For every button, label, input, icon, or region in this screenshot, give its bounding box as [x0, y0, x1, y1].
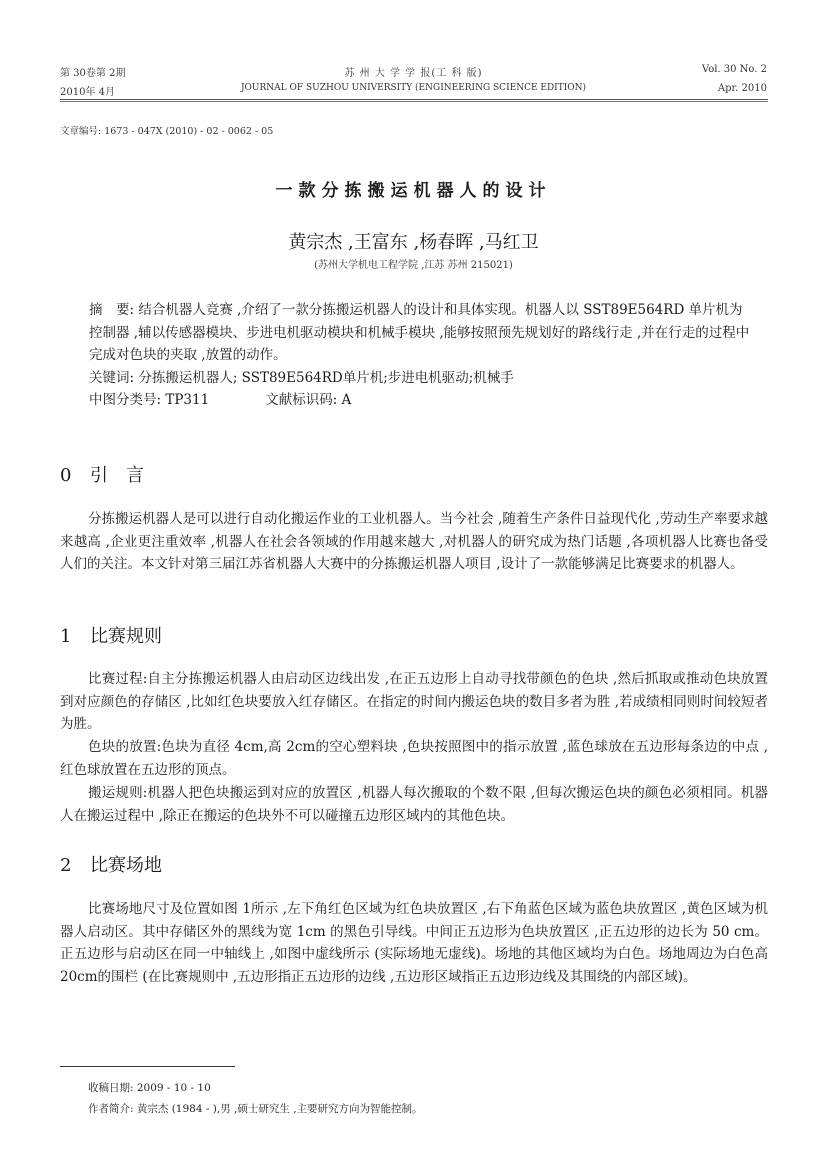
- section-title: 比赛规则: [90, 626, 162, 647]
- header-rule-thin: [60, 101, 768, 102]
- classification-row: [89, 389, 751, 412]
- abstract: [89, 299, 751, 412]
- paper-title: 一款分拣搬运机器人的设计: [275, 181, 552, 201]
- header-journal-en: JOURNAL OF SUZHOU UNIVERSITY (ENGINEERING SCIENCE EDITION): [240, 83, 587, 93]
- keywords: 关键词: 分拣搬运机器人; SST89E564RD单片机;步进电机驱动;机械手: [89, 369, 514, 386]
- section-number: 1: [60, 626, 72, 647]
- header-volume-en: Vol. 30 No. 2: [701, 64, 767, 75]
- clc-number: 中图分类号: TP311: [89, 392, 210, 408]
- footnote-received: 收稿日期: 2009 - 10 - 10: [88, 1082, 211, 1094]
- section-heading-0: [60, 461, 144, 487]
- section-title: 比赛场地: [90, 855, 162, 876]
- header-journal-cn: 苏 州 大 学 学 报(工 科 版): [344, 68, 483, 79]
- footnote-rule: [60, 1066, 235, 1067]
- article-number: 文章编号: 1673 - 047X (2010) - 02 - 0062 - 05: [60, 126, 274, 137]
- header-date-cn: 2010年 4月: [60, 87, 115, 98]
- header-volume-cn: 第 30卷第 2期: [60, 68, 126, 79]
- document-code: 文献标识码: A: [265, 392, 352, 408]
- footnote-author-bio: 作者简介: 黄宗杰 (1984 - ),男 ,硕士研究生 ,主要研究方向为智能控制。: [88, 1103, 423, 1115]
- section-heading-1: [60, 622, 162, 648]
- paragraph-rules-process: 比赛过程:自主分拣搬运机器人由启动区边线出发 ,在正五边形上自动寻找带颜色的色块 ,然后抓取或推动色块放置到对应颜色的存储区 ,比如红色块要放入红存储区。在指定的时间内搬运色块的数目多者为胜 ,若成绩相同则时间较短者为胜。: [60, 671, 768, 732]
- paragraph-rules-carry: 搬运规则:机器人把色块搬运到对应的放置区 ,机器人每次搬取的个数不限 ,但每次搬运色块的颜色必须相同。机器人在搬运过程中 ,除正在搬运的色块外不可以碰撞五边形区域内的其他色块。: [60, 785, 768, 824]
- abstract-text: 摘 要: 结合机器人竞赛 ,介绍了一款分拣搬运机器人的设计和具体实现。机器人以 SST89E564RD 单片机为控制器 ,辅以传感器模块、步进电机驱动模块和机械手模块 ,能够按照预先规划好的路线行走 ,并在行走的过程中完成对色块的夹取 ,放置的动作。: [89, 302, 750, 363]
- section-title: 引 言: [90, 465, 144, 486]
- section-number: 2: [60, 855, 72, 876]
- affiliation: (苏州大学机电工程学院 ,江苏 苏州 215021): [314, 260, 513, 271]
- authors: 黄宗杰 ,王富东 ,杨春晖 ,马红卫: [288, 232, 539, 253]
- section-number: 0: [60, 465, 72, 486]
- header-rule: [60, 99, 768, 100]
- paragraph-rules-placement: 色块的放置:色块为直径 4cm,高 2cm的空心塑料块 ,色块按照图中的指示放置 ,蓝色球放在五边形每条边的中点 ,红色球放置在五边形的顶点。: [60, 739, 768, 778]
- header-date-en: Apr. 2010: [717, 83, 767, 94]
- section-heading-2: [60, 851, 162, 877]
- paragraph-field: 比赛场地尺寸及位置如图 1所示 ,左下角红色区域为红色块放置区 ,右下角蓝色区域为蓝色块放置区 ,黄色区域为机器人启动区。其中存储区外的黑线为宽 1cm 的黑色引导线。中间正五边形为色块放置区 ,正五边形的边长为 50 cm。正五边形与启动区在同一中轴线上 ,如图中虚线所示 (实际场地无虚线)。场地的其他区域均为白色。场地周边为白色高 20cm的围栏 (在比赛规则中 ,五边形指正五边形的边线 ,五边形区域指正五边形边线及其围绕的内部区域)。: [60, 901, 768, 985]
- paragraph-intro: 分拣搬运机器人是可以进行自动化搬运作业的工业机器人。当今社会 ,随着生产条件日益现代化 ,劳动生产率要求越来越高 ,企业更注重效率 ,机器人在社会各领域的作用越来越大 ,对机器人的研究成为热门话题 ,各项机器人比赛也备受人们的关注。本文针对第三届江苏省机器人大赛中的分拣搬运机器人项目 ,设计了一款能够满足比赛要求的机器人。: [60, 511, 768, 572]
